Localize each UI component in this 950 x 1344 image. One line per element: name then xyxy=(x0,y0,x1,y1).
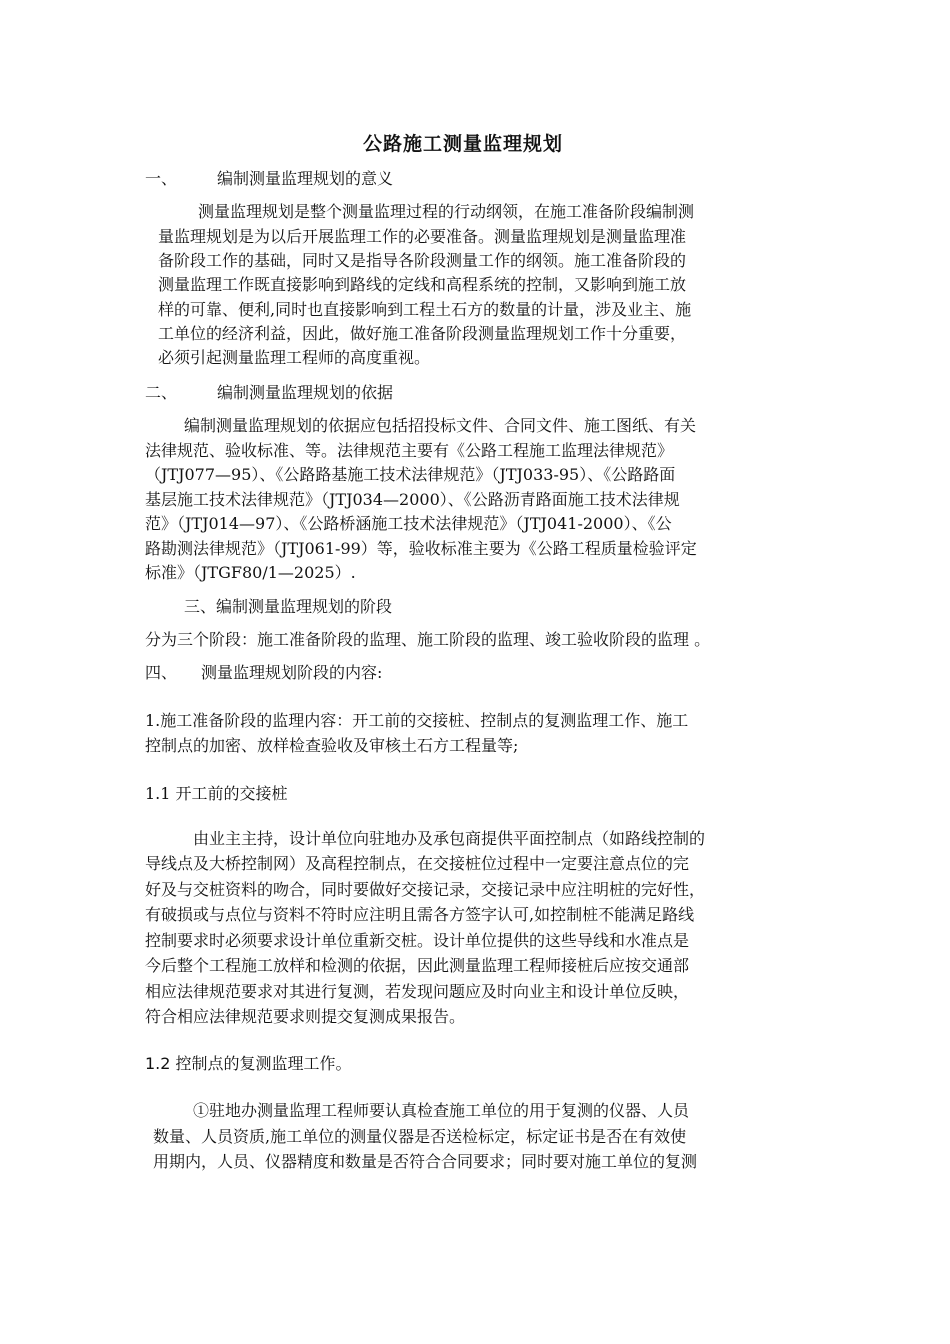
section-2-line: 编制测量监理规划的依据应包括招投标文件、合同文件、施工图纸、有关 xyxy=(184,416,697,435)
section-1-line: 样的可靠、便利,同时也直接影响到工程土石方的数量的计量，涉及业主、施 xyxy=(158,300,692,319)
section-2-line: 基层施工技术法律规范》（JTJ034—2000）、《公路沥青路面施工技术法律规 xyxy=(145,490,680,509)
subsection-1-1-line: 今后整个工程施工放样和检测的依据，因此测量监理工程师接桩后应按交通部 xyxy=(145,956,690,975)
section-2-heading: 编制测量监理规划的依据 xyxy=(217,383,394,402)
section-1-line: 工单位的经济利益，因此，做好施工准备阶段测量监理规划工作十分重要， xyxy=(158,324,687,343)
section-1-number: 一、 xyxy=(145,169,178,188)
section-2-number: 二、 xyxy=(145,383,178,402)
section-1-line: 测量监理工作既直接影响到路线的定线和高程系统的控制，又影响到施工放 xyxy=(158,275,687,294)
section-1-line: 备阶段工作的基础，同时又是指导各阶段测量工作的纲领。施工准备阶段的 xyxy=(158,251,687,270)
section-2-line: 范》（JTJ014—97）、《公路桥涵施工技术法律规范》（JTJ041-2000）、《公 xyxy=(145,514,672,533)
subsection-1-2-line: 用期内，人员、仪器精度和数量是否符合合同要求；同时要对施工单位的复测 xyxy=(153,1152,698,1171)
subsection-1-1-line: 好及与交桩资料的吻合，同时要做好交接记录，交接记录中应注明桩的完好性， xyxy=(145,880,706,899)
section-1-line: 测量监理规划是整个测量监理过程的行动纲领，在施工准备阶段编制测 xyxy=(198,202,695,221)
section-3-line: 分为三个阶段：施工准备阶段的监理、施工阶段的监理、竣工验收阶段的监理 。 xyxy=(145,630,711,649)
item-1-line: 1.施工准备阶段的监理内容：开工前的交接桩、控制点的复测监理工作、施工 xyxy=(145,711,689,730)
section-4-heading: 测量监理规划阶段的内容: xyxy=(201,663,383,682)
subsection-1-1-line: 控制要求时必须要求设计单位重新交桩。设计单位提供的这些导线和水准点是 xyxy=(145,931,690,950)
section-4-number: 四、 xyxy=(145,663,178,682)
section-2-line: （JTJ077—95）、《公路路基施工技术法律规范》（JTJ033-95）、《公路路面 xyxy=(145,465,676,484)
subsection-1-1-heading: 1.1 开工前的交接桩 xyxy=(145,784,288,803)
section-1-line: 必须引起测量监理工程师的高度重视。 xyxy=(158,348,431,367)
document-title: 公路施工测量监理规划 xyxy=(363,133,564,155)
subsection-1-2-line: ①驻地办测量监理工程师要认真检查施工单位的用于复测的仪器、人员 xyxy=(193,1101,690,1120)
subsection-1-1-line: 有破损或与点位与资料不符时应注明且需各方签字认可,如控制桩不能满足路线 xyxy=(145,905,695,924)
subsection-1-1-line: 符合相应法律规范要求则提交复测成果报告。 xyxy=(145,1007,466,1026)
subsection-1-1-line: 导线点及大桥控制网）及高程控制点，在交接桩位过程中一定要注意点位的完 xyxy=(145,854,690,873)
item-1-line: 控制点的加密、放样检查验收及审核土石方工程量等; xyxy=(145,736,519,755)
subsection-1-2-heading: 1.2 控制点的复测监理工作。 xyxy=(145,1054,352,1073)
section-2-line: 标准》（JTGF80/1—2025）. xyxy=(145,563,356,582)
section-3-heading: 三、编制测量监理规划的阶段 xyxy=(184,597,393,616)
section-1-heading: 编制测量监理规划的意义 xyxy=(217,169,394,188)
subsection-1-1-line: 相应法律规范要求对其进行复测，若发现问题应及时向业主和设计单位反映， xyxy=(145,982,690,1001)
section-1-line: 量监理规划是为以后开展监理工作的必要准备。测量监理规划是测量监理准 xyxy=(158,227,687,246)
section-2-line: 法律规范、验收标准、等。法律规范主要有《公路工程施工监理法律规范》 xyxy=(145,441,674,460)
subsection-1-2-line: 数量、人员资质,施工单位的测量仪器是否送检标定，标定证书是否在有效使 xyxy=(153,1127,687,1146)
subsection-1-1-line: 由业主主持，设计单位向驻地办及承包商提供平面控制点（如路线控制的 xyxy=(193,829,706,848)
section-2-line: 路勘测法律规范》（JTJ061-99）等，验收标准主要为《公路工程质量检验评定 xyxy=(145,539,697,558)
